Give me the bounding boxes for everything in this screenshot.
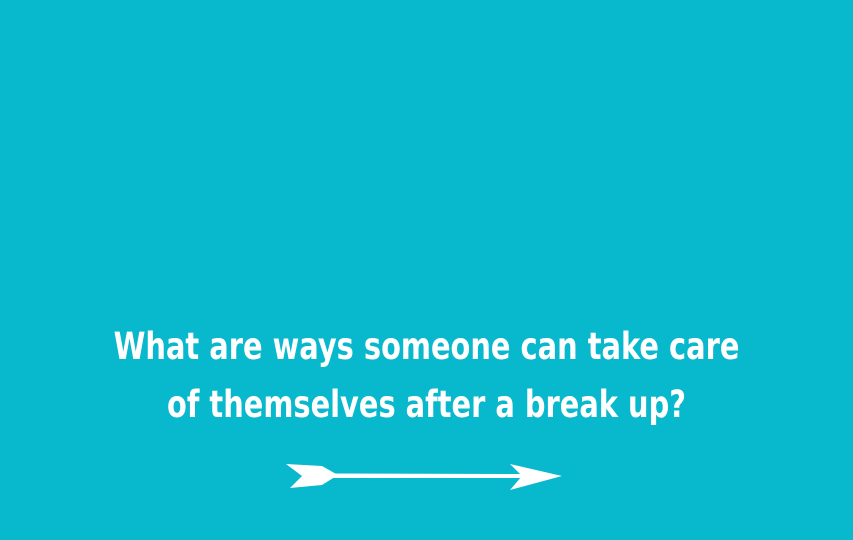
arrow-right-icon[interactable] (284, 461, 562, 491)
question-line-2: of themselves after a break up? (166, 383, 686, 426)
question-line-1: What are ways someone can take care (113, 325, 740, 368)
question-text (94, 318, 759, 434)
arrow-shaft (330, 474, 524, 479)
